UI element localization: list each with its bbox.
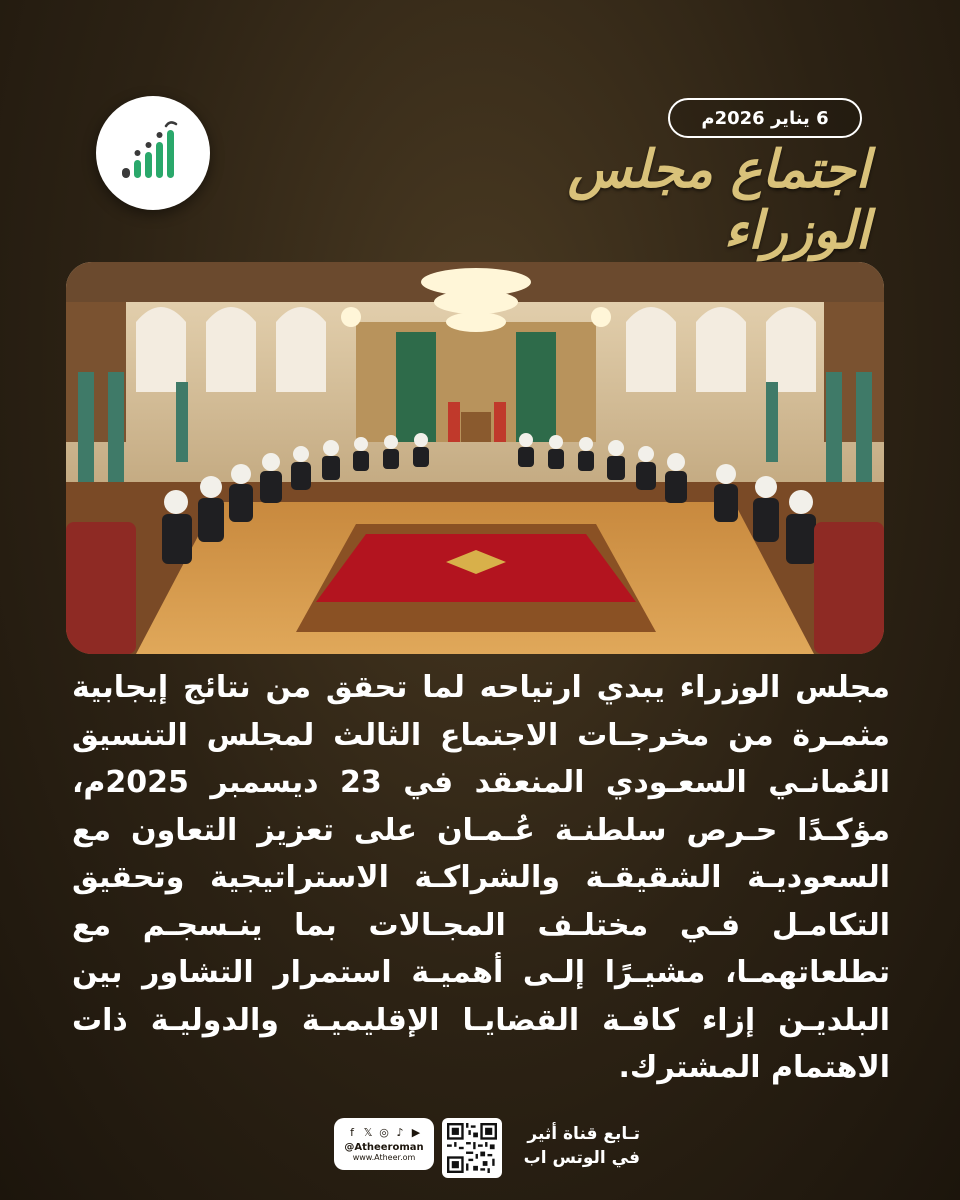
social-icons-row [346,1127,422,1139]
tiktok-icon[interactable]: ♪ [396,1125,404,1139]
youtube-icon[interactable]: ▶ [411,1125,421,1139]
qr-code-icon [447,1123,497,1173]
news-body-text: مجلس الوزراء يبدي ارتياحه لما تحقق من نتائج إيجابية مثمـرة من مخرجـات الاجتماع الثالث لمجلس التنسيق العُمانـي السعـودي المنعقد في 23 ديسمبر 2025م، مؤكـدًا حـرص سلطنـة عُـمـان على تعزيز التعاون مع السعوديـة الشقيقـة والشراكـة الاستراتيجية وتحقيق التكامـل فـي مختلـف المجـالات بما ينـسجـم مع تطلعاتهمـا، مشيـرًا إلـى أهميـة استمرار التشاور بين البلديـن إزاء كافـة القضايـا الإقليميـة والدوليـة ذات الاهتمام المشترك. [72,670,890,1085]
cabinet-meeting-photo [66,262,884,654]
atheer-logo [96,96,210,210]
x-icon[interactable]: 𝕏 [363,1125,373,1139]
meeting-hall-illustration [66,262,884,654]
follow-line-2: في الوتس اب [523,1148,640,1168]
follow-line-1: تـابع قناة أثير [527,1124,640,1144]
date-badge: 6 يناير 2026م [668,98,862,138]
follow-whatsapp-label [508,1122,640,1170]
whatsapp-qr-code[interactable] [442,1118,502,1178]
website-link[interactable]: www.Atheer.om [352,1152,416,1162]
atheer-logo-icon [116,116,190,190]
facebook-icon[interactable]: f [350,1125,354,1139]
page-title: اجتماع مجلس الوزراء [567,139,870,261]
social-handle: @Atheeroman [344,1141,424,1153]
social-links-card[interactable] [334,1118,434,1170]
instagram-icon[interactable]: ◎ [379,1125,389,1139]
